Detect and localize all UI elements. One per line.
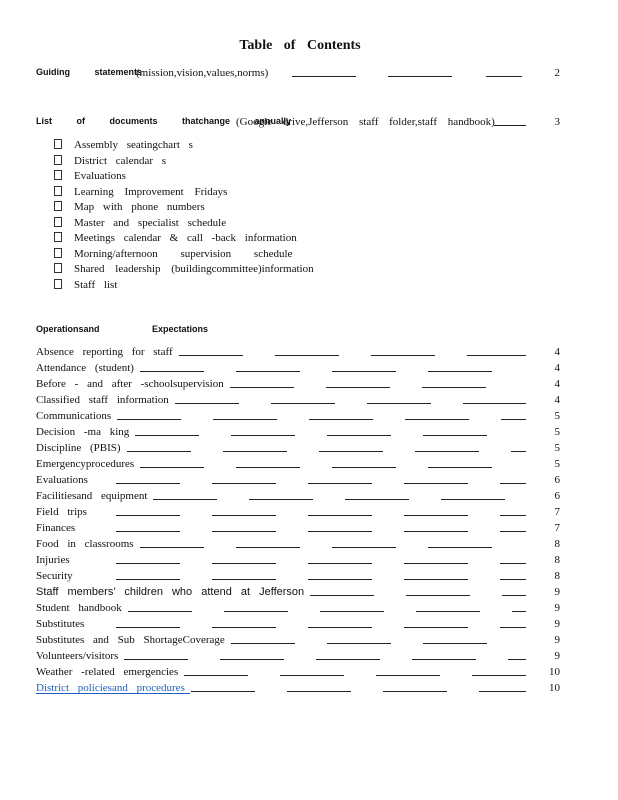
- section-heading: Operationsand Expectations: [36, 324, 209, 334]
- leader-line: [212, 515, 276, 516]
- toc-label: Volunteers/visitors: [36, 650, 119, 662]
- toc-description: (mission,vision,values,norms): [136, 67, 269, 79]
- toc-description: (Google drive,Jefferson staff folder,staff handbook): [236, 116, 495, 128]
- leader-line: [116, 483, 180, 484]
- leader-line: [345, 499, 409, 500]
- toc-label: Field trips: [36, 506, 87, 518]
- leader-line: [388, 76, 452, 77]
- toc-label: Facilitiesand equipment: [36, 490, 148, 502]
- page-title: Table of Contents: [239, 38, 361, 53]
- toc-label: List of documents thatchange annually: [36, 116, 292, 126]
- list-item[interactable]: District calendar s: [54, 155, 314, 171]
- checkbox-icon: [54, 232, 62, 242]
- leader-line: [116, 627, 180, 628]
- documents-list: [54, 139, 314, 294]
- leader-line: [236, 467, 300, 468]
- leader-line: [116, 579, 180, 580]
- toc-entry-guiding[interactable]: [36, 67, 560, 81]
- toc-label: Classified staff information: [36, 394, 169, 406]
- leader-line: [405, 419, 469, 420]
- leader-line: [404, 563, 468, 564]
- toc-page-number: 7: [554, 522, 560, 534]
- leader-line: [404, 579, 468, 580]
- leader-line: [320, 611, 384, 612]
- leader-line: [140, 371, 204, 372]
- leader-line: [428, 547, 492, 548]
- toc-label: Injuries: [36, 554, 70, 566]
- leader-line: [308, 531, 372, 532]
- leader-line: [500, 563, 526, 564]
- checkbox-icon: [54, 139, 62, 149]
- leader-line: [212, 563, 276, 564]
- toc-page-number: 4: [554, 378, 560, 390]
- leader-line: [428, 371, 492, 372]
- leader-line: [371, 355, 435, 356]
- checkbox-icon: [54, 201, 62, 211]
- list-item[interactable]: Morning/afternoon supervision schedule: [54, 248, 314, 264]
- list-item[interactable]: Shared leadership (buildingcommittee)information: [54, 263, 314, 279]
- leader-line: [441, 499, 505, 500]
- leader-line: [500, 515, 526, 516]
- toc-label: Guiding statements: [36, 67, 143, 77]
- leader-line: [316, 659, 380, 660]
- toc-entry[interactable]: [36, 666, 560, 680]
- leader-line: [327, 435, 391, 436]
- toc-entry[interactable]: [36, 586, 560, 600]
- toc-page-number: 9: [554, 618, 560, 630]
- leader-line: [212, 531, 276, 532]
- toc-page-number: 9: [554, 650, 560, 662]
- list-item[interactable]: Assembly seatingchart s: [54, 139, 314, 155]
- toc-page-number: 3: [554, 116, 560, 128]
- toc-entry[interactable]: [36, 362, 560, 376]
- leader-line: [128, 611, 192, 612]
- toc-entry[interactable]: [36, 602, 560, 616]
- toc-entry[interactable]: [36, 442, 560, 456]
- leader-line: [212, 627, 276, 628]
- leader-line: [223, 451, 287, 452]
- leader-line: [280, 675, 344, 676]
- leader-line: [231, 643, 295, 644]
- toc-page-number: 5: [554, 410, 560, 422]
- toc-label: Weather -related emergencies: [36, 666, 179, 678]
- toc-page-number: 4: [554, 346, 560, 358]
- leader-line: [416, 611, 480, 612]
- toc-entry[interactable]: [36, 618, 560, 632]
- leader-line: [326, 387, 390, 388]
- leader-line: [249, 499, 313, 500]
- toc-page-number: 4: [554, 394, 560, 406]
- leader-line: [140, 547, 204, 548]
- leader-line: [383, 691, 447, 692]
- toc-entry[interactable]: [36, 650, 560, 664]
- toc-label: Staff members’ children who attend at Jefferson: [36, 586, 305, 598]
- toc-page-number: 6: [554, 474, 560, 486]
- toc-label: Before - and after -schoolsupervision: [36, 378, 224, 390]
- leader-line: [231, 435, 295, 436]
- leader-line: [479, 691, 526, 692]
- list-item[interactable]: Meetings calendar & call -back information: [54, 232, 314, 248]
- toc-label: Discipline (PBIS): [36, 442, 121, 454]
- toc-page-number: 6: [554, 490, 560, 502]
- leader-line: [512, 611, 526, 612]
- leader-line: [116, 531, 180, 532]
- leader-line: [428, 467, 492, 468]
- leader-line: [220, 659, 284, 660]
- leader-line: [124, 659, 188, 660]
- leader-line: [236, 371, 300, 372]
- leader-line: [175, 403, 239, 404]
- toc-entry[interactable]: [36, 410, 560, 424]
- checkbox-icon: [54, 217, 62, 227]
- toc-entry[interactable]: [36, 474, 560, 488]
- leader-line: [367, 403, 431, 404]
- leader-line: [308, 483, 372, 484]
- toc-page-number: 5: [554, 458, 560, 470]
- toc-label: Substitutes: [36, 618, 85, 630]
- list-item[interactable]: Evaluations: [54, 170, 314, 186]
- toc-label: Student handbook: [36, 602, 122, 614]
- toc-label: Finances: [36, 522, 76, 534]
- leader-line: [423, 435, 487, 436]
- leader-line: [472, 675, 526, 676]
- toc-entry[interactable]: [36, 426, 560, 440]
- toc-entry[interactable]: [36, 538, 560, 552]
- leader-line: [287, 691, 351, 692]
- toc-entry[interactable]: [36, 570, 560, 584]
- toc-page-number: 5: [554, 426, 560, 438]
- leader-line: [423, 643, 487, 644]
- leader-line: [116, 563, 180, 564]
- leader-line: [191, 691, 255, 692]
- leader-line: [500, 579, 526, 580]
- toc-label: Decision -ma king: [36, 426, 130, 438]
- leader-line: [127, 451, 191, 452]
- toc-entry[interactable]: [36, 346, 560, 360]
- leader-line: [117, 419, 181, 420]
- leader-line: [500, 627, 526, 628]
- leader-line: [404, 515, 468, 516]
- toc-page-number: 5: [554, 442, 560, 454]
- leader-line: [308, 563, 372, 564]
- toc-label: Emergencyprocedures: [36, 458, 135, 470]
- leader-line: [140, 467, 204, 468]
- toc-page-number: 4: [554, 362, 560, 374]
- leader-line: [404, 627, 468, 628]
- leader-line: [224, 611, 288, 612]
- toc-page-number: 8: [554, 554, 560, 566]
- toc-page-number: 9: [554, 586, 560, 598]
- list-item[interactable]: Map with phone numbers: [54, 201, 314, 217]
- toc-label: Food in classrooms: [36, 538, 134, 550]
- leader-line: [332, 371, 396, 372]
- leader-line: [236, 547, 300, 548]
- leader-line: [271, 403, 335, 404]
- leader-line: [153, 499, 217, 500]
- leader-line: [184, 675, 248, 676]
- toc-entry[interactable]: [36, 682, 560, 696]
- toc-page-number: 7: [554, 506, 560, 518]
- checkbox-icon: [54, 263, 62, 273]
- leader-line: [212, 483, 276, 484]
- leader-line: [467, 355, 526, 356]
- leader-line: [508, 659, 526, 660]
- toc-label: Substitutes and Sub ShortageCoverage: [36, 634, 225, 646]
- leader-line: [415, 451, 479, 452]
- leader-line: [230, 387, 294, 388]
- leader-line: [308, 627, 372, 628]
- leader-line: [179, 355, 243, 356]
- list-item[interactable]: Staff list: [54, 279, 314, 295]
- toc-entry-documents[interactable]: [36, 116, 560, 130]
- toc-page-number: 9: [554, 602, 560, 614]
- leader-line: [292, 76, 356, 77]
- leader-line: [404, 531, 468, 532]
- toc-entry[interactable]: [36, 490, 560, 504]
- leader-line: [319, 451, 383, 452]
- toc-label: Absence reporting for staff: [36, 346, 173, 358]
- toc-label: Security: [36, 570, 73, 582]
- leader-line: [327, 643, 391, 644]
- toc-page-number: 10: [549, 682, 560, 694]
- list-item[interactable]: Master and specialist schedule: [54, 217, 314, 233]
- leader-line: [486, 76, 522, 77]
- leader-line: [332, 547, 396, 548]
- leader-line: [501, 419, 526, 420]
- toc-entry[interactable]: [36, 378, 560, 392]
- leader-line: [212, 579, 276, 580]
- list-item[interactable]: Learning Improvement Fridays: [54, 186, 314, 202]
- leader-line: [213, 419, 277, 420]
- toc-page-number: 8: [554, 570, 560, 582]
- toc-entry[interactable]: [36, 522, 560, 536]
- toc-label: Evaluations: [36, 474, 88, 486]
- checkbox-icon: [54, 186, 62, 196]
- leader-line: [116, 515, 180, 516]
- toc-page-number: 2: [554, 67, 560, 79]
- leader-line: [376, 675, 440, 676]
- leader-line: [135, 435, 199, 436]
- checkbox-icon: [54, 279, 62, 289]
- leader-line: [404, 483, 468, 484]
- link-underline: [36, 693, 190, 694]
- leader-line: [511, 451, 526, 452]
- checkbox-icon: [54, 170, 62, 180]
- leader-line: [500, 483, 526, 484]
- toc-entry[interactable]: [36, 554, 560, 568]
- toc-label: Attendance (student): [36, 362, 134, 374]
- checkbox-icon: [54, 155, 62, 165]
- leader-line: [308, 579, 372, 580]
- toc-page-number: 9: [554, 634, 560, 646]
- toc-entry[interactable]: [36, 634, 560, 648]
- leader-line: [309, 419, 373, 420]
- toc-label: Communications: [36, 410, 112, 422]
- toc-entry[interactable]: [36, 506, 560, 520]
- toc-label: District policiesand procedures: [36, 682, 185, 694]
- leader-line: [463, 403, 526, 404]
- leader-line: [422, 387, 486, 388]
- leader-line: [332, 467, 396, 468]
- leader-line: [406, 595, 470, 596]
- leader-line: [502, 595, 526, 596]
- checkbox-icon: [54, 248, 62, 258]
- leader-line: [412, 659, 476, 660]
- toc-page-number: 10: [549, 666, 560, 678]
- leader-line: [310, 595, 374, 596]
- leader-line: [494, 125, 526, 126]
- toc-page-number: 8: [554, 538, 560, 550]
- leader-line: [275, 355, 339, 356]
- leader-line: [308, 515, 372, 516]
- toc-entry[interactable]: [36, 458, 560, 472]
- toc-entry[interactable]: [36, 394, 560, 408]
- leader-line: [500, 531, 526, 532]
